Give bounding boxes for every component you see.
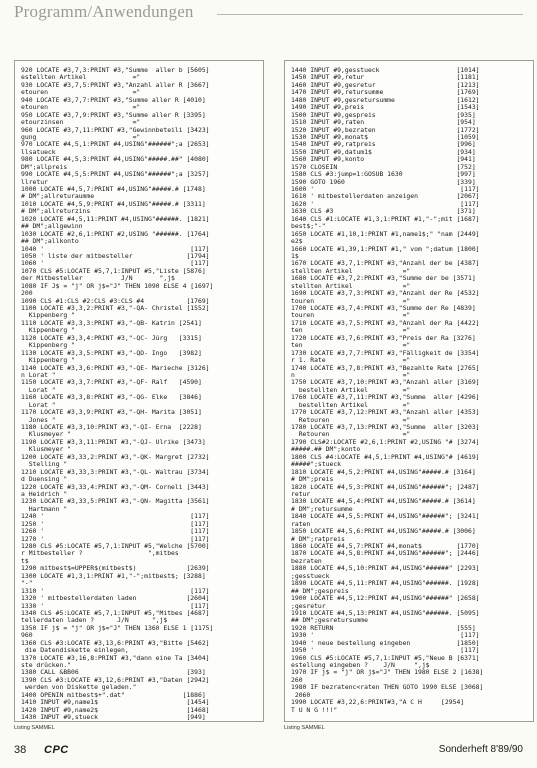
code-line: 1440 INPUT #9,gesstueck [1014]	[291, 67, 480, 74]
code-line: 1320 ' mitbestellerdaten laden [2604]	[21, 595, 210, 603]
code-line: 1340 CLS #5:LOCATE #5,7,1:INPUT #5,"Mitbes [4687]	[21, 609, 210, 617]
code-line: 1100 LOCATE #3,3,2:PRINT #3,"-QA- Christel [1552]	[21, 305, 210, 312]
code-line: 1070 CLS #5:LOCATE #5,7,1:INPUT #5,"Liste [5876]	[21, 267, 206, 275]
code-line: 1180 LOCATE #3,3,10:PRINT #3,"-QI- Erna [2228]	[21, 424, 202, 431]
code-line: 2060	[291, 691, 311, 699]
code-line: 1810 LOCATE #4,5,2:PRINT #4,USING"#####.# [3164]	[291, 468, 476, 476]
code-line: Klusmeyer "	[21, 431, 72, 439]
code-line: 1660 LOCATE #1,39,1:PRINT #1," vom ";datum [1800]	[291, 245, 480, 253]
code-line: 1370 LOCATE #3,16,8:PRINT #3,"dann eine Ta [3404]	[21, 654, 210, 662]
code-line: 1600 ' [117]	[291, 186, 480, 193]
code-line: llsatueck	[21, 148, 56, 156]
listing-caption-right: Listing SAMMEL	[284, 725, 325, 731]
code-line: best$;"-"	[291, 223, 326, 231]
code-line: 1220 LOCATE #3,33,4:PRINT #3,"-QM- Corneli [3443]	[21, 483, 210, 491]
code-line: 1290 mitbest$=UPPER$(mitbest$) [2639]	[21, 565, 210, 573]
code-line: 930 LOCATE #3,7,5:PRINT #3,"Anzahl aller R [3667]	[21, 81, 210, 89]
page-footer	[14, 744, 523, 764]
code-line: 1390 CLS #3:LOCATE #3,12,6:PRINT #3,"Daten [2942]	[21, 676, 210, 684]
code-line: Hartmann "	[21, 505, 68, 513]
code-line: retur	[291, 490, 311, 498]
code-line: 1190 LOCATE #3,3,11:PRINT #3,"-QJ- Ulrike [3473]	[21, 438, 206, 446]
code-line: Kippenberg "	[21, 342, 75, 350]
code-line: stellten Artikel ="	[291, 267, 411, 275]
code-line: 1900 LOCATE #4,5,12:PRINT #4,USING"######" [2658]	[291, 595, 480, 603]
code-line: 1970 IF j$ = "j" OR j$="J" THEN 1980 ELSE 2 [1638]	[291, 669, 484, 677]
code-line: d Duensing "	[21, 476, 68, 484]
code-line: 200	[21, 290, 33, 298]
code-line: 1730 LOCATE #3,7,7:PRINT #3,"Fälligkeit de [3354]	[291, 349, 480, 357]
code-line: 1000 LOCATE #4,5,7:PRINT #4,USING"#####.# [1748]	[21, 186, 206, 193]
code-line: 1050 ' liste der mitbesteller [1794]	[21, 252, 210, 260]
code-line: 1200 LOCATE #3,33,2:PRINT #3,"-QK- Margret [2732]	[21, 453, 210, 461]
code-line: 260	[291, 676, 303, 684]
code-line: 1210 LOCATE #3,33,3:PRINT #3,"-QL- Waltrau [3734]	[21, 468, 210, 476]
code-line: 1840 LOCATE #4,5,5:PRINT #4,USING"######"; [3241]	[291, 513, 480, 521]
page-number: 38	[14, 744, 27, 756]
code-line: n ="	[291, 371, 411, 379]
code-line: 1430 INPUT #9,stueck [949]	[21, 714, 206, 722]
code-line: estellung eingeben ? J/N ",j$	[291, 662, 430, 669]
code-line: 1540 INPUT #9,ratpreis [996]	[291, 141, 476, 149]
code-line: 1650 LOCATE #1,10,1:PRINT #1,name1$;" "nam [2449]	[291, 230, 480, 238]
code-line: der Mitbesteller J/N ",j$	[21, 275, 175, 283]
code-line: 1890 LOCATE #4,5,11:PRINT #4,USING"######. [1928]	[291, 580, 480, 588]
code-line: touren ="	[291, 312, 411, 320]
code-line: 1880 LOCATE #4,5,10:PRINT #4,USING"######" [2293]	[291, 565, 480, 573]
code-line: 1870 LOCATE #4,5,8:PRINT #4,USING"######"; [2446]	[291, 550, 480, 558]
code-line: e2$	[291, 238, 303, 246]
header-rule	[217, 14, 523, 15]
code-line: 1790 CLS#2:LOCATE #2,6,1:PRINT #2,USING "# [3274]	[291, 438, 480, 446]
code-line: # DM";preis	[291, 476, 334, 484]
code-line: 1950 ' [117]	[291, 647, 480, 655]
code-line: 1$	[291, 252, 299, 260]
code-line: 1780 LOCATE #3,7,13:PRINT #3,"Summe aller [3203]	[291, 424, 480, 431]
code-line: 1060 ' [117]	[21, 260, 210, 268]
code-line: 1460 INPUT #9,gesretur [1213]	[291, 81, 480, 89]
code-line: 1620 ' [117]	[291, 200, 480, 208]
code-line: 1710 LOCATE #3,7,5:PRINT #3,"Anzahl der Ra [4422]	[291, 319, 480, 327]
code-line: t$	[21, 557, 29, 565]
code-line: touren ="	[291, 297, 411, 305]
code-line: 1630 CLS #3 [371]	[291, 208, 476, 216]
code-line: 1830 LOCATE #4,5,4:PRINT #4,USING"#####.# [3614]	[291, 498, 476, 506]
code-line: 1690 LOCATE #3,7,3:PRINT #3,"Anzahl der Re [4532]	[291, 290, 480, 298]
code-line: r Mitbesteller ? ",mitbes	[21, 550, 179, 558]
code-line: tellerdaten laden ? J/N ",j$	[21, 617, 168, 625]
code-line: 1530 INPUT #9,monat$ [1059]	[291, 133, 480, 141]
code-line: 1560 INPUT #9,konto [941]	[291, 156, 476, 164]
code-line: bestellten Artikel ="	[291, 401, 411, 409]
code-line: 1760 LOCATE #3,7,11:PRINT #3,"Summe aller [4296]	[291, 394, 480, 402]
code-line: 1510 INPUT #9,raten [954]	[291, 119, 476, 127]
code-line: 1140 LOCATE #3,3,6:PRINT #3,"-QE- Marieche [3126]	[21, 364, 210, 372]
code-line: 1030 LOCATE #2,6,1:PRINT #2,USING "######. [1764]	[21, 230, 210, 238]
code-line: 1130 LOCATE #3,3,5:PRINT #3,"-QD- Ingo [3982]	[21, 349, 202, 357]
code-line: r 1. Rate ="	[291, 357, 411, 365]
code-line: 1750 LOCATE #3,7,10:PRINT #3,"Anzahl aller [3169]	[291, 379, 480, 387]
code-line: Kippenberg "	[21, 357, 75, 365]
code-line: 1160 LOCATE #3,3,8:PRINT #3,"-QG- Elke [3846]	[21, 394, 202, 402]
code-line: 920 LOCATE #3,7,3:PRINT #3,"Summe aller b [5605]	[21, 67, 210, 74]
code-line: Klusmeyer "	[21, 446, 72, 454]
code-line: 1800 CLS #4:LOCATE #4,5,1:PRINT #4,USING"# [4619]	[291, 453, 480, 461]
code-line: Kippenberg "	[21, 312, 75, 320]
section-title: Programm/Anwendungen	[14, 2, 194, 21]
code-line: 1670 LOCATE #3,7,1:PRINT #3,"Anzahl der be [4387]	[291, 260, 480, 268]
code-line: raten	[291, 520, 311, 528]
code-line: # DM";retursumme	[291, 505, 353, 513]
code-line: 1500 INPUT #9,gespreis [935]	[291, 111, 476, 119]
code-line: 1020 LOCATE #4,5,11:PRINT #4,USING"######. [1821]	[21, 215, 210, 223]
code-line: 1740 LOCATE #3,7,8:PRINT #3,"Bezahlte Rate [2765]	[291, 364, 480, 372]
code-line: 960	[21, 632, 33, 640]
code-line: Retouren ="	[291, 431, 411, 439]
code-line: 1910 LOCATE #4,5,13:PRINT #4,USING"######. [5095]	[291, 609, 480, 617]
code-line: #####.## DM";konto	[291, 446, 361, 454]
code-line: 1310 ' [117]	[21, 587, 210, 595]
code-line: ten ="	[291, 342, 411, 350]
code-line: 1470 INPUT #9,retursumme [1769]	[291, 89, 480, 97]
code-line: 1590 GOTO 1960 [339]	[291, 178, 476, 186]
code-line: 1410 INPUT #9,name1$ [1454]	[21, 699, 210, 707]
code-line: 1350 IF j$ = "j" OR j$="J" THEN 1360 ELSE 1 [1175]	[21, 624, 214, 632]
code-line: "-"	[21, 580, 33, 588]
code-line: etouren ="	[21, 89, 141, 97]
code-line: 1420 INPUT #9,name2$ [1468]	[21, 706, 210, 714]
code-line: werden von Diskette geladen."	[21, 684, 137, 692]
code-line: 950 LOCATE #3,7,9:PRINT #3,"Summe aller R [3395]	[21, 111, 206, 119]
code-line: bezraten	[291, 557, 322, 565]
code-line: T U N G !!!"	[291, 706, 338, 714]
code-line: 960 LOCATE #3,7,11:PRINT #3,"Gewinnbeteili [3423]	[21, 126, 210, 134]
page-header	[14, 2, 523, 28]
code-line: 1150 LOCATE #3,3,7:PRINT #3,"-QF- Ralf [4590]	[21, 379, 202, 387]
listing-column-left	[14, 60, 264, 722]
code-line: 1260 ' [117]	[21, 528, 210, 536]
code-line: 1640 CLS #1:LOCATE #1,3,1:PRINT #1,"-";mit [1687]	[291, 215, 480, 223]
code-line: 1360 CLS #3:LOCATE #3,13,6:PRINT #3,"Bitte [5462]	[21, 639, 210, 647]
code-line: 1010 LOCATE #4,5,9:PRINT #4,USING"#####.# [3311]	[21, 200, 206, 208]
code-line: Lorat "	[21, 401, 56, 409]
code-line: DM";allpreis	[21, 163, 68, 171]
code-line: ## DM";allgewinn	[21, 223, 83, 231]
code-line: 1380 CALL &BB06 [393]	[21, 669, 206, 677]
listing-column-right	[284, 60, 534, 722]
code-line: 1490 INPUT #9,preis [1543]	[291, 104, 480, 112]
code-line: # DM";ratpreis	[291, 535, 345, 543]
code-line: 1450 INPUT #9,retur [1181]	[291, 74, 480, 82]
code-line: 1920 RETURN [555]	[291, 624, 476, 632]
code-line: Stelling "	[21, 461, 68, 469]
code-line: 1240 ' [117]	[21, 513, 210, 521]
code-line: 1330 ' [117]	[21, 602, 210, 610]
code-line: 1280 CLS #5:LOCATE #5,7,1:INPUT #5,"Welche [5700]	[21, 543, 210, 550]
code-line: 1170 LOCATE #3,3,9:PRINT #3,"-QH- Marita [3051]	[21, 409, 202, 417]
code-line: a Heidrich "	[21, 490, 68, 498]
code-line: 1250 ' [117]	[21, 520, 210, 528]
code-line: 1680 LOCATE #3,7,2:PRINT #3,"Summe der be [3571]	[291, 275, 476, 283]
code-line: ## DM";allkonto	[21, 238, 79, 246]
code-line: 1520 INPUT #9,bezraten [1772]	[291, 126, 480, 134]
code-line: Jones "	[21, 416, 56, 424]
code-line: 1040 ' [117]	[21, 245, 210, 253]
code-line: llretur	[21, 178, 48, 186]
code-line: ;gesretur	[291, 602, 326, 610]
code-line: 1770 LOCATE #3,7,12:PRINT #3,"Anzahl aller [4353]	[291, 409, 480, 417]
code-line: #####";stueck	[291, 461, 342, 469]
code-lines-right	[291, 67, 529, 714]
code-line: ## DM";gesretursumme	[291, 617, 368, 625]
code-line: 990 LOCATE #4,5,5:PRINT #4,USING"######";a [3257]	[21, 171, 210, 179]
code-line: 1270 ' [117]	[21, 535, 210, 543]
code-lines-left	[21, 67, 259, 722]
code-line: ## DM";gespreis	[291, 587, 349, 595]
code-line: 1960 CLS #5:LOCATE #5,7,1:INPUT #5,"Neue B [6371]	[291, 654, 480, 662]
code-line: 1930 ' [117]	[291, 632, 480, 640]
code-line: gung ="	[21, 133, 141, 141]
code-line: 1480 INPUT #9,gesretursumme [1612]	[291, 96, 480, 104]
code-line: 1720 LOCATE #3,7,6:PRINT #3,"Preis der Ra [3276]	[291, 334, 476, 342]
code-line: 1990 LOCATE #3,22,6:PRINT#3,"A C H [2954]	[291, 699, 465, 707]
code-line: # DM";allreturzins	[21, 208, 91, 216]
code-line: 1110 LOCATE #3,3,3:PRINT #3,"-QB- Katrin [2541]	[21, 319, 202, 327]
code-line: 980 LOCATE #4,5,3:PRINT #4,USING"#####.##" [4080]	[21, 156, 210, 164]
code-line: # DM";allreturaumme	[21, 193, 95, 201]
code-line: 1580 CLS #3:jump=1:GOSUB 1630 [997]	[291, 171, 476, 179]
code-line: 1980 IF bezratenc<raten THEN GOTO 1990 ELSE [3068]	[291, 684, 484, 692]
magazine-logo: CPC	[44, 744, 69, 756]
code-line: etouren ="	[21, 104, 141, 112]
listing-caption-left: Listing SAMMEL	[14, 725, 55, 731]
code-line: 1850 LOCATE #4,5,6:PRINT #4,USING"#####.# [3006]	[291, 528, 476, 536]
code-line: 1400 OPENIN mitbest$+".dat" [1886]	[21, 691, 206, 699]
code-line: ste drücken."	[21, 662, 72, 669]
code-line: die Datendiskette einlegen,	[21, 647, 129, 655]
code-line: bestellten Artikel ="	[291, 386, 411, 394]
code-line: ten ="	[291, 327, 411, 335]
code-line: 1860 LOCATE #4,5,7:PRINT #4,monat$ [1770]	[291, 543, 480, 550]
code-line: 940 LOCATE #3,7,7:PRINT #3,"Summe aller R [4010]	[21, 96, 206, 104]
code-line: 1610 ' mitbestellerdaten anzeigen [2067]	[291, 193, 480, 201]
code-line: Lorat "	[21, 386, 56, 394]
issue-label: Sonderheft 8'89/90	[438, 744, 523, 755]
code-line: 1080 IF J$ = "j" OR j$="J" THEN 1090 ELSE 4 [1697]	[21, 282, 214, 290]
code-line: 970 LOCATE #4,5,1:PRINT #4,USING"######";a [2653]	[21, 141, 210, 149]
code-line: 1230 LOCATE #3,33,5:PRINT #3,"-QN- Magitta [3561]	[21, 498, 210, 506]
code-line: 1120 LOCATE #3,3,4:PRINT #3,"-QC- Jürg [3315]	[21, 334, 202, 342]
code-line: Retouren ="	[291, 416, 411, 424]
code-line: 1570 CLOSEIN [752]	[291, 163, 476, 171]
code-line: 1820 LOCATE #4,5,3:PRINT #4,USING"######"; [2487]	[291, 483, 480, 491]
code-line: Kippenberg "	[21, 327, 75, 335]
code-line: 1940 ' neue bestellung eingeben [1850]	[291, 639, 480, 647]
code-line: 1090 CLS #1:CLS #2:CLS #3:CLS #4 [1769]	[21, 297, 210, 305]
code-line: 1300 LOCATE #1,3,1:PRINT #1,"-";mitbest$; [3288]	[21, 572, 206, 580]
code-line: 1700 LOCATE #3,7,4:PRINT #3,"Summe der Re [4839]	[291, 305, 476, 312]
code-line: n Lorat "	[21, 371, 56, 379]
code-line: etourzinsen ="	[21, 119, 141, 127]
code-line: 1550 INPUT #9,datum1$ [934]	[291, 148, 476, 156]
code-line: estellten Artikel ="	[21, 74, 141, 82]
code-line: ;gesstueck	[291, 572, 330, 580]
code-line: stellten Artikel ="	[291, 282, 411, 290]
